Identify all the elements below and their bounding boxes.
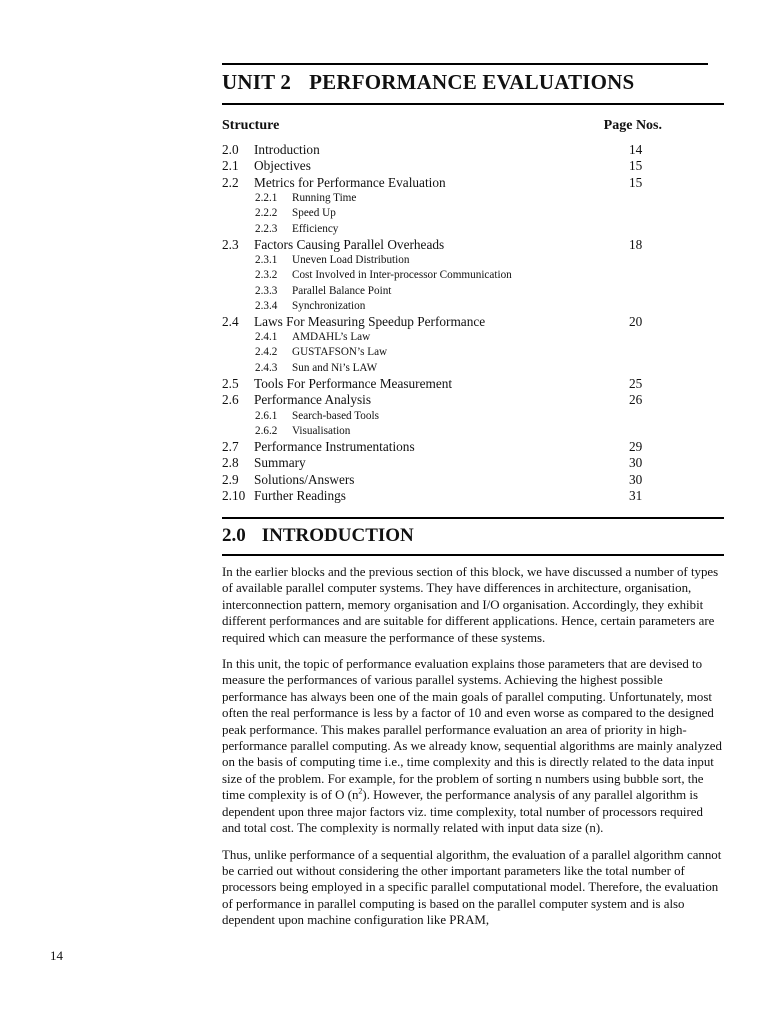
toc-entry	[222, 472, 662, 488]
toc-title: Further Readings	[254, 488, 346, 504]
toc-subentry	[222, 206, 662, 221]
section-name: INTRODUCTION	[261, 525, 414, 546]
toc-title: Parallel Balance Point	[292, 284, 392, 297]
toc-number: 2.3.4	[255, 299, 278, 312]
toc-number: 2.8	[222, 455, 239, 471]
toc-page: 26	[629, 392, 643, 408]
toc-title: Efficiency	[292, 222, 339, 235]
toc-number: 2.2.1	[255, 192, 278, 205]
toc-title: Speed Up	[292, 207, 336, 220]
toc-number: 2.7	[222, 438, 239, 454]
unit-number: UNIT 2	[222, 70, 292, 94]
toc-entry	[222, 439, 662, 455]
page-number: 14	[50, 948, 63, 963]
toc-number: 2.4.2	[255, 346, 278, 359]
toc-title: Metrics for Performance Evaluation	[254, 174, 446, 190]
toc-number: 2.3.2	[255, 269, 278, 282]
paragraph-2	[222, 656, 724, 836]
toc-title: Running Time	[292, 192, 357, 205]
toc-title: Search-based Tools	[292, 409, 379, 422]
toc-number: 2.5	[222, 375, 239, 391]
toc-number: 2.2.3	[255, 222, 278, 235]
toc-subentry	[222, 284, 662, 299]
toc-title: Sun and Ni’s LAW	[292, 361, 378, 374]
section-number: 2.0	[222, 525, 246, 546]
toc-title: Laws For Measuring Speedup Performance	[254, 313, 486, 329]
toc-title: Synchronization	[292, 299, 366, 312]
section-title	[222, 525, 414, 547]
toc-title: Factors Causing Parallel Overheads	[254, 236, 445, 252]
toc-title: Introduction	[254, 142, 320, 157]
toc-title: Objectives	[254, 158, 311, 174]
toc-number: 2.4.3	[255, 361, 278, 374]
toc-entry	[222, 158, 662, 174]
structure-label: Structure	[222, 118, 280, 133]
toc-number: 2.3.3	[255, 284, 278, 297]
toc-title: Uneven Load Distribution	[292, 254, 410, 267]
toc-title: Performance Analysis	[254, 392, 372, 408]
toc-entry	[222, 142, 662, 158]
toc-entry	[222, 488, 662, 504]
toc-subentry	[222, 253, 662, 268]
toc-page: 20	[629, 313, 643, 329]
table-of-contents	[222, 142, 662, 505]
toc-page: 25	[629, 375, 643, 391]
paragraph-3: Thus, unlike performance of a sequential algorithm, the evaluation of a parallel algorithm cannot be carried out without considering the other important parameters like the total number of processors being employed in a specific parallel computational model. Therefore, the evaluation of performance in parallel computing is based on the parallel computer system and is also dependent upon machine configuration like PRAM,	[222, 847, 722, 928]
toc-title: AMDAHL’s Law	[292, 331, 371, 344]
toc-page: 15	[629, 158, 643, 174]
toc-subentry	[222, 361, 662, 376]
toc-page: 29	[629, 438, 643, 454]
toc-title: Summary	[254, 455, 306, 471]
toc-subentry	[222, 191, 662, 206]
toc-number: 2.2	[222, 174, 239, 190]
toc-subentry	[222, 424, 662, 439]
section-bottom-rule	[222, 554, 724, 556]
toc-title: Cost Involved in Inter-processor Communication	[292, 269, 512, 282]
section-top-rule	[222, 517, 724, 519]
toc-entry	[222, 455, 662, 471]
toc-number: 2.6.2	[255, 424, 278, 437]
toc-number: 2.2.2	[255, 207, 278, 220]
toc-header	[222, 118, 662, 134]
toc-entry	[222, 314, 662, 330]
toc-entry	[222, 376, 662, 392]
paragraph-2-text: In this unit, the topic of performance evaluation explains those parameters that are devised to measure the performances of various parallel systems. Achieving the highest possible performance has always been one of the main goals of parallel computing. Unfortunately, most often the real performance is less by a factor of 10 and even worse as compared to the designed peak performance. This makes parallel performance evaluation an area of priority in high-performance parallel computing. As we already know, sequential algorithms are mainly analyzed on the basis of computing time i.e., time complexity and this is directly related to the data input size of the problem. For example, for the problem of sorting n numbers using bubble sort, the time complexity is of O (n	[222, 657, 722, 803]
toc-page: 15	[629, 174, 643, 190]
unit-title	[222, 70, 634, 95]
toc-subentry	[222, 299, 662, 314]
toc-number: 2.0	[222, 142, 239, 157]
toc-number: 2.4	[222, 313, 239, 329]
toc-page: 14	[629, 142, 643, 157]
toc-subentry	[222, 345, 662, 360]
toc-title: Solutions/Answers	[254, 471, 355, 487]
toc-number: 2.9	[222, 471, 239, 487]
toc-title: Performance Instrumentations	[254, 438, 415, 454]
toc-page: 30	[629, 471, 643, 487]
toc-subentry	[222, 222, 662, 237]
top-rule	[222, 63, 708, 65]
toc-subentry	[222, 268, 662, 283]
unit-name: PERFORMANCE EVALUATIONS	[309, 70, 635, 94]
paragraph-2-text-end: ). However, the performance analysis of any parallel algorithm is dependent upon three major factors viz. time complexity, total number of processors required and total cost. The complexity is normally related with input data size (n).	[222, 788, 703, 836]
toc-number: 2.6.1	[255, 409, 278, 422]
body-text	[222, 564, 724, 939]
toc-page: 31	[629, 488, 643, 504]
toc-entry	[222, 392, 662, 408]
toc-number: 2.3.1	[255, 254, 278, 267]
toc-title: Tools For Performance Measurement	[254, 375, 453, 391]
toc-number: 2.10	[222, 488, 246, 504]
toc-number: 2.6	[222, 392, 239, 408]
toc-subentry	[222, 330, 662, 345]
superscript: 2	[358, 786, 363, 796]
paragraph-1: In the earlier blocks and the previous section of this block, we have discussed a number of types of available parallel computer systems. They have differences in architecture, organisation, interconnection pattern, memory organisation and I/O organisation. Accordingly, they exhibit different performances and are suitable for different applications. Hence, certain parameters are required which can measure the performance of these systems.	[222, 565, 719, 645]
toc-number: 2.1	[222, 158, 239, 174]
toc-subentry	[222, 409, 662, 424]
toc-number: 2.4.1	[255, 331, 278, 344]
toc-title: GUSTAFSON’s Law	[292, 346, 388, 359]
toc-page: 18	[629, 236, 643, 252]
toc-entry	[222, 237, 662, 253]
toc-page: 30	[629, 455, 643, 471]
toc-title: Visualisation	[292, 424, 351, 437]
page-nos-label: Page Nos.	[603, 118, 662, 133]
unit-title-rule	[222, 103, 724, 105]
toc-entry	[222, 175, 662, 191]
toc-number: 2.3	[222, 236, 239, 252]
